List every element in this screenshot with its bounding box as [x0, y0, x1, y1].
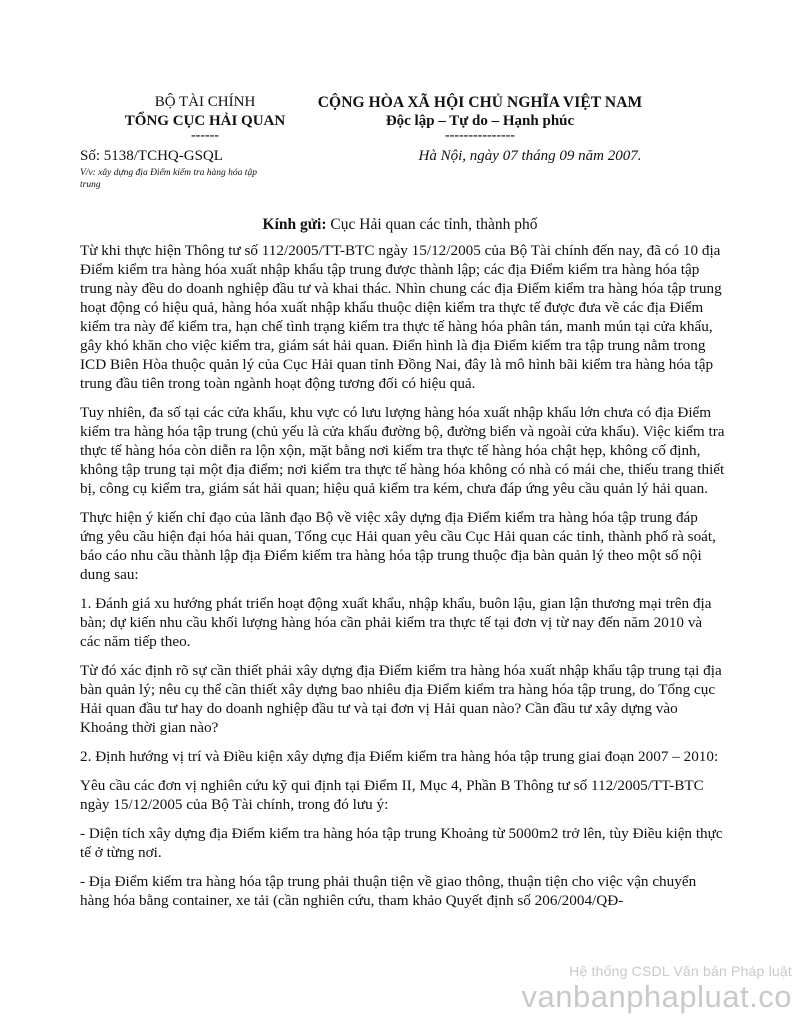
body-paragraph: 1. Đánh giá xu hướng phát triển hoạt động xuất khẩu, nhập khẩu, buôn lậu, gian lận thương mại trên địa bàn; dự kiến nhu cầu khối lượng hàng hóa cần phải kiểm tra thực tế tại đơn vị từ nay đến năm 2010 và các năm tiếp theo. [80, 595, 712, 650]
right-divider: --------------- [445, 128, 515, 143]
country-name: CỘNG HÒA XÃ HỘI CHỦ NGHĨA VIỆT NAM [317, 94, 643, 111]
body-paragraph: Tuy nhiên, đa số tại các cửa khẩu, khu vực có lưu lượng hàng hóa xuất nhập khẩu lớn chưa có địa Điểm kiểm tra hàng hóa tập trung (chủ yếu là cửa khẩu đường bộ, đường biển và ngoài cửa khẩu). Việc kiểm tra thực tế hàng hóa còn diễn ra lộn xộn, mặt bằng nơi kiểm tra thực tế hàng hóa chật hẹp, không cố định, không tập trung tại một địa điểm; nơi kiểm tra thực tế hàng hóa không có nhà có mái che, thiếu trang thiết bị, công cụ kiểm tra, giám sát hải quan; hiệu quả kiểm tra kém, chưa đáp ứng yêu cầu quản lý hải quan. [80, 404, 725, 497]
document-number: Số: 5138/TCHQ-GSQL [80, 148, 223, 164]
left-divider: ------ [191, 128, 219, 143]
site-watermark [521, 963, 792, 1015]
watermark-domain: vanbanphapluat.co [521, 979, 792, 1014]
body-paragraph: Thực hiện ý kiến chỉ đạo của lãnh đạo Bộ về việc xây dựng địa Điểm kiểm tra hàng hóa tập trung đáp ứng yêu cầu hiện đại hóa hải quan, Tổng cục Hải quan yêu cầu Cục Hải quan các tỉnh, thành phố rà soát, báo cáo nhu cầu thành lập địa Điểm kiểm tra hàng hóa tập trung thuộc địa bàn quản lý theo một số nội dung sau: [80, 509, 716, 583]
issue-date: Hà Nội, ngày 07 tháng 09 năm 2007. [418, 148, 642, 164]
document-subject: V/v: xây dựng địa Điểm kiểm tra hàng hóa tập trung [80, 168, 257, 190]
agency-name: TỔNG CỤC HẢI QUAN [124, 113, 286, 129]
recipient-label: Kính gửi: [262, 216, 327, 233]
document-header [0, 92, 800, 202]
body-paragraph: - Địa Điểm kiểm tra hàng hóa tập trung phải thuận tiện về giao thông, thuận tiện cho việc vận chuyển hàng hóa bằng container, xe tải (cần nghiên cứu, tham khảo Quyết định số 206/2004/QĐ- [80, 873, 697, 909]
ministry-name: BỘ TÀI CHÍNH [154, 94, 256, 110]
body-paragraph: Từ đó xác định rõ sự cần thiết phải xây dựng địa Điểm kiểm tra hàng hóa xuất nhập khẩu tập trung tại địa bàn quản lý; nêu cụ thể cần thiết xây dựng bao nhiêu địa Điểm kiểm tra hàng hóa tập trung, do Tổng cục Hải quan đầu tư hay do doanh nghiệp đầu tư và tại đơn vị Hải quan nào? Cần đầu tư xây dựng vào Khoảng thời gian nào? [80, 662, 722, 736]
recipient-value: Cục Hải quan các tỉnh, thành phố [330, 216, 538, 233]
national-motto: Độc lập – Tự do – Hạnh phúc [385, 113, 575, 129]
recipient-line [0, 216, 800, 234]
document-body [80, 241, 725, 920]
body-paragraph: Từ khi thực hiện Thông tư số 112/2005/TT-BTC ngày 15/12/2005 của Bộ Tài chính đến nay, đã có 10 địa Điểm kiểm tra hàng hóa xuất nhập khẩu tập trung được thành lập; các địa Điểm kiểm tra hàng hóa tập trung này đều do doanh nghiệp đầu tư và khai thác. Nhìn chung các địa Điểm kiểm tra hàng hóa tập trung hoạt động có hiệu quả, hàng hóa xuất nhập khẩu thuộc diện kiểm tra thực tế được đưa về các địa Điểm kiểm tra này để kiểm tra, hạn chế tình trạng kiểm tra thực tế hàng hóa phân tán, manh mún tại cửa khẩu, gây khó khăn cho việc kiểm tra, giám sát hải quan. Điển hình là địa Điểm kiểm tra tập trung nằm trong ICD Biên Hòa thuộc quản lý của Cục Hải quan tỉnh Đồng Nai, đây là mô hình bãi kiểm tra hàng hóa tập trung đầu tiên trong toàn ngành hoạt động tương đối có hiệu quả. [80, 242, 722, 392]
body-paragraph: - Diện tích xây dựng địa Điểm kiểm tra hàng hóa tập trung Khoảng từ 5000m2 trở lên, tùy Điều kiện thực tế ở từng nơi. [80, 825, 723, 861]
body-paragraph: 2. Định hướng vị trí và Điều kiện xây dựng địa Điểm kiểm tra hàng hóa tập trung giai đoạn 2007 – 2010: [80, 748, 719, 765]
body-paragraph: Yêu cầu các đơn vị nghiên cứu kỹ qui định tại Điểm II, Mục 4, Phần B Thông tư số 112/2005/TT-BTC ngày 15/12/2005 của Bộ Tài chính, trong đó lưu ý: [80, 777, 704, 813]
watermark-caption: Hệ thống CSDL Văn bản Pháp luật [569, 963, 792, 979]
